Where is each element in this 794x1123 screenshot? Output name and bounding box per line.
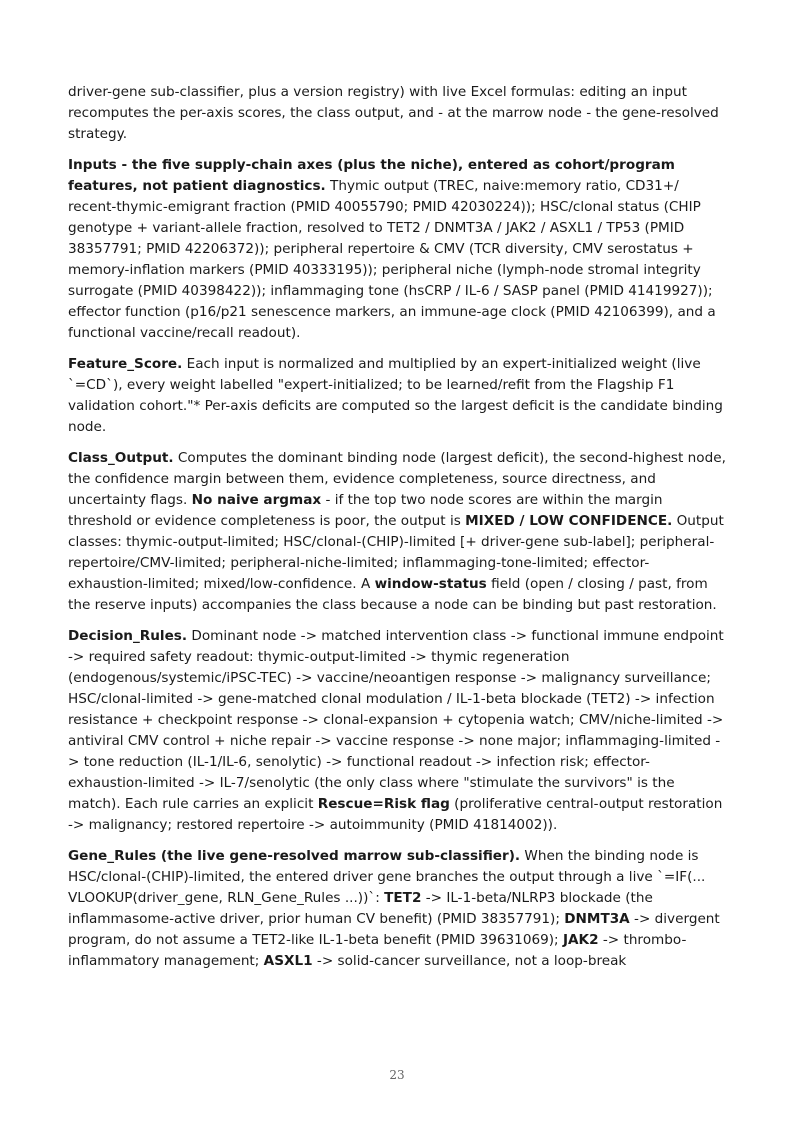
bold-run: DNMT3A <box>564 911 630 927</box>
inputs-paragraph <box>68 155 728 344</box>
bold-run: Decision_Rules. <box>68 628 188 644</box>
text-run: When the binding node is HSC/clonal-(CHIP)-limited, the entered driver gene branches the output through a live `=IF(... VLOOKUP(driver_gene, RLN_Gene_Rules ...))`: <box>68 848 706 906</box>
text-run: field (open / closing / past, from the reserve inputs) accompanies the class because a node can be binding but past restoration. <box>68 576 717 613</box>
bold-run: No naive argmax <box>191 492 322 508</box>
text-run: Each input is normalized and multiplied by an expert-initialized weight (live `=CD`), every weight labelled "expert-initialized; to be learned/refit from the Flagship F1 validation cohort."* Per-axis deficits are computed so the largest deficit is the candidate binding node. <box>68 356 723 435</box>
text-run: Thymic output (TREC, naive:memory ratio, CD31+/ recent-thymic-emigrant fraction (PMID 40055790; PMID 42030224)); HSC/clonal status (CHIP genotype + variant-allele fraction, resolved to TET2 / DNMT3A / JAK2 / ASXL1 / TP53 (PMID 38357791; PMID 42206372)); peripheral repertoire & CMV (TCR diversity, CMV serostatus + memory-inflation markers (PMID 40333195)); peripheral niche (lymph-node stromal integrity surrogate (PMID 40398422)); inflammaging tone (hsCRP / IL-6 / SASP panel (PMID 41419927)); effector function (p16/p21 senescence markers, an immune-age clock (PMID 42106399), and a functional vaccine/recall readout). <box>68 178 716 341</box>
text-run: driver-gene sub-classifier, plus a version registry) with live Excel formulas: editing an input recomputes the per-axis scores, the class output, and - at the marrow node - the gene-resolved strategy. <box>68 84 719 142</box>
text-run: -> divergent program, do not assume a TET2-like IL-1-beta benefit (PMID 39631069); <box>68 911 720 948</box>
bold-run: Inputs - the five supply-chain axes (plus the niche), entered as cohort/program features, not patient diagnostics. <box>68 157 675 194</box>
bold-run: Feature_Score. <box>68 356 183 372</box>
text-run: Computes the dominant binding node (largest deficit), the second-highest node, the confidence margin between them, evidence completeness, source directness, and uncertainty flags. <box>68 450 726 508</box>
bold-run: MIXED / LOW CONFIDENCE. <box>465 513 673 529</box>
bold-run: JAK2 <box>562 932 599 948</box>
text-run: -> solid-cancer surveillance, not a loop-break <box>312 953 627 969</box>
bold-run: Class_Output. <box>68 450 174 466</box>
bold-run: ASXL1 <box>263 953 313 969</box>
feature-score-paragraph <box>68 354 728 438</box>
text-run: (proliferative central-output restoration -> malignancy; restored repertoire -> autoimmunity (PMID 41814002)). <box>68 796 723 833</box>
decision-rules-paragraph <box>68 626 728 836</box>
text-run: Dominant node -> matched intervention class -> functional immune endpoint -> required safety readout: thymic-output-limited -> thymic regeneration (endogenous/systemic/iPSC-TEC) -> vaccine/neoantigen response -> malignancy surveillance; HSC/clonal-limited -> gene-matched clonal modulation / IL-1-beta blockade (TET2) -> infection resistance + checkpoint response -> clonal-expansion + cytopenia watch; CMV/niche-limited -> antiviral CMV control + niche repair -> vaccine response -> none major; inflammaging-limited -> tone reduction (IL-1/IL-6, senolytic) -> functional readout -> infection risk; effector-exhaustion-limited -> IL-7/senolytic (the only class where "stimulate the survivors" is the match). Each rule carries an explicit <box>68 628 724 812</box>
gene-rules-paragraph <box>68 846 728 972</box>
text-run: -> thrombo-inflammatory management; <box>68 932 687 969</box>
page-body <box>68 82 728 982</box>
text-run: -> IL-1-beta/NLRP3 blockade (the inflammasome-active driver, prior human CV benefit) (PMID 38357791); <box>68 890 653 927</box>
text-run: - if the top two node scores are within the margin threshold or evidence completeness is poor, the output is <box>68 492 663 529</box>
intro-continuation <box>68 82 728 145</box>
page-number: 23 <box>389 1068 405 1082</box>
bold-run: TET2 <box>384 890 422 906</box>
bold-run: Gene_Rules (the live gene-resolved marrow sub-classifier). <box>68 848 521 864</box>
bold-run: Rescue=Risk flag <box>317 796 450 812</box>
text-run: Output classes: thymic-output-limited; HSC/clonal-(CHIP)-limited [+ driver-gene sub-label]; peripheral-repertoire/CMV-limited; peripheral-niche-limited; inflammaging-tone-limited; effector-exhaustion-limited; mixed/low-confidence. A <box>68 513 724 592</box>
bold-run: window-status <box>374 576 487 592</box>
class-output-paragraph <box>68 448 728 616</box>
